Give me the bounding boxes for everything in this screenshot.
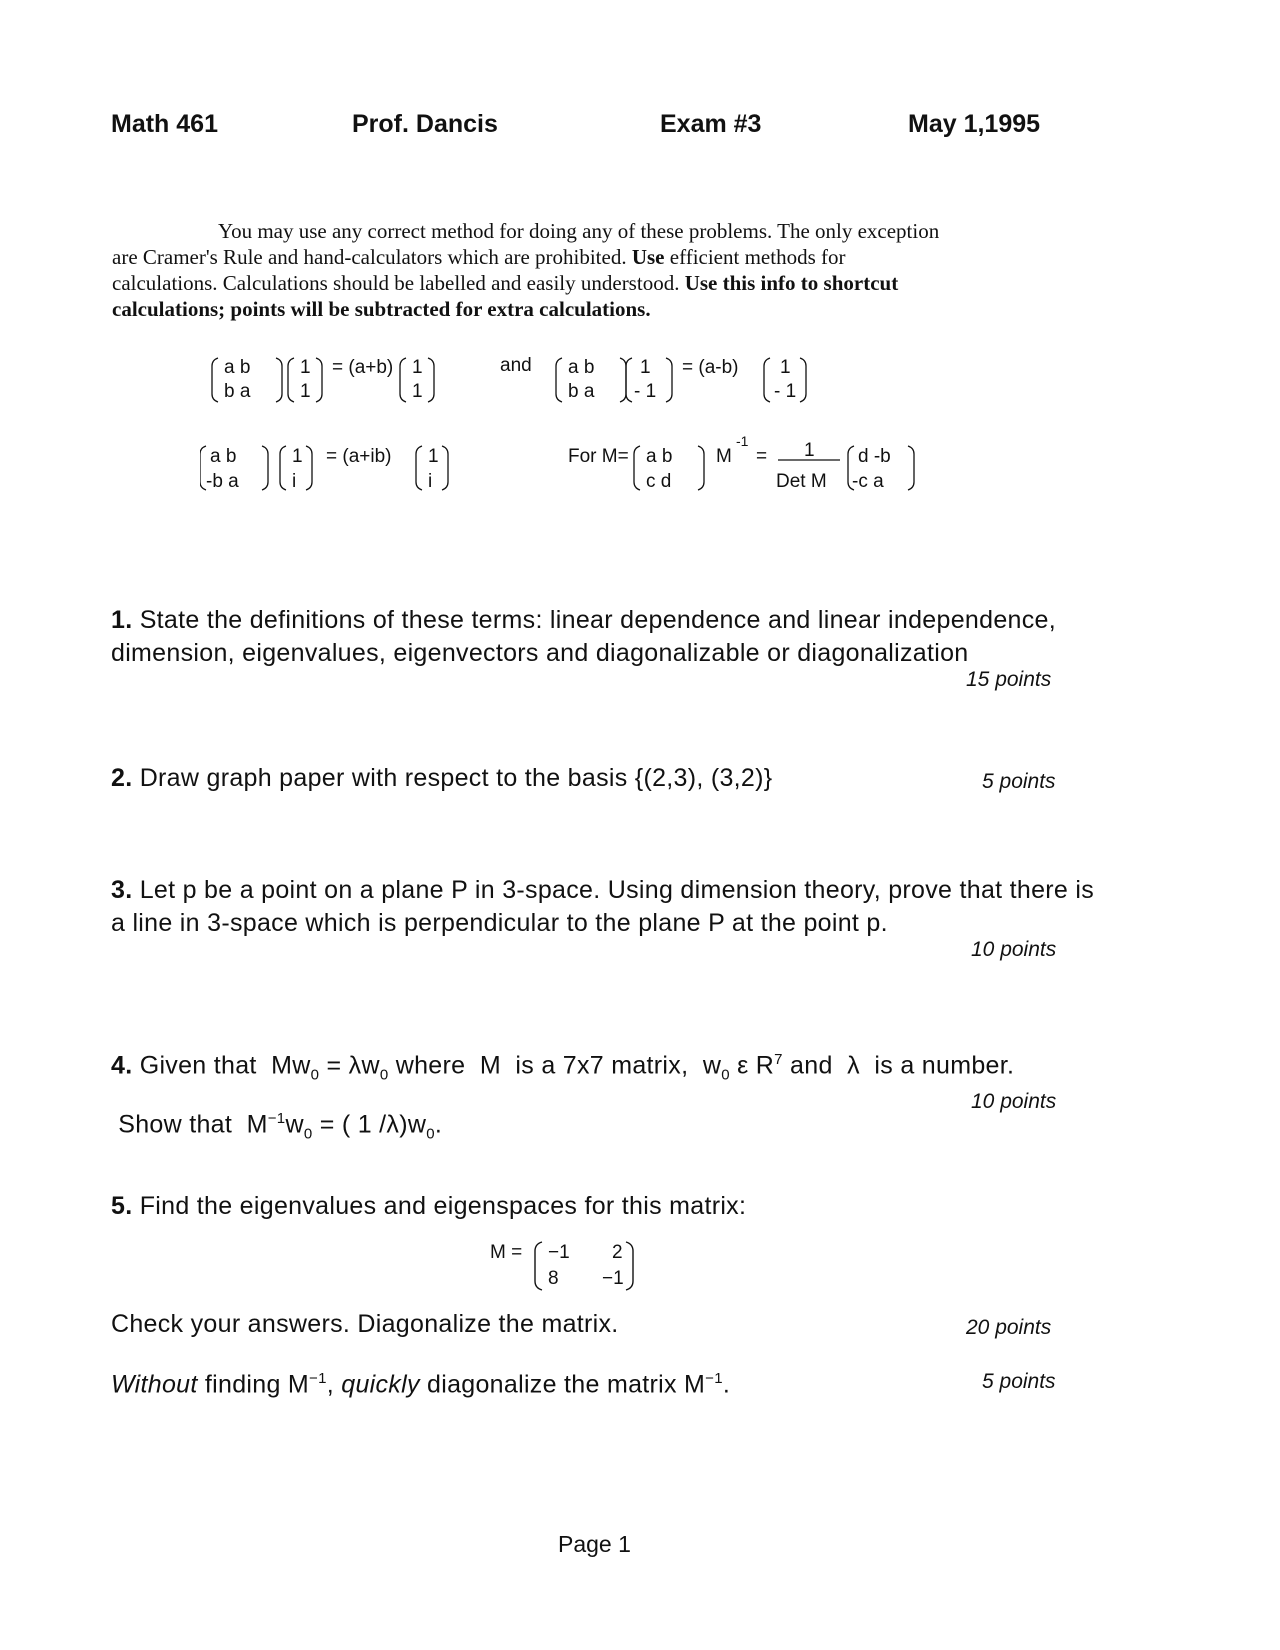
svg-text:b a: b a — [224, 381, 251, 402]
svg-text:i: i — [292, 471, 297, 492]
svg-text:-1: -1 — [736, 433, 749, 449]
svg-text:Det M: Det M — [776, 471, 827, 492]
svg-text:d -b: d -b — [858, 446, 891, 467]
problem-5-without-points: 5 points — [982, 1370, 1056, 1393]
instructions-paragraph — [112, 218, 1097, 322]
matrix-cell-d: −1 — [602, 1268, 624, 1289]
svg-text:i: i — [428, 471, 433, 492]
svg-text:1: 1 — [300, 381, 311, 402]
svg-text:a b: a b — [568, 357, 595, 378]
problem-1-points: 15 points — [966, 668, 1052, 691]
problem-4-points: 10 points — [971, 1090, 1057, 1113]
svg-text:1: 1 — [412, 357, 423, 378]
matrix-label: M = — [490, 1242, 523, 1263]
svg-text:= (a-b): = (a-b) — [682, 357, 739, 378]
instructions-line-4: calculations; points will be subtracted for extra calculations. — [112, 297, 651, 321]
svg-text:c d: c d — [646, 471, 672, 492]
exam-number: Exam #3 — [660, 110, 762, 138]
svg-text:a b: a b — [646, 446, 673, 467]
svg-text:a b: a b — [224, 357, 251, 378]
svg-text:1: 1 — [292, 446, 303, 467]
professor-name: Prof. Dancis — [352, 110, 498, 138]
formula-complex-eigenvector — [200, 446, 448, 492]
problem-5-matrix — [484, 1234, 674, 1298]
matrix-cell-a: −1 — [548, 1242, 570, 1263]
svg-text:1: 1 — [300, 357, 311, 378]
svg-text:= (a+ib): = (a+ib) — [326, 446, 392, 467]
matrix-cell-c: 8 — [548, 1268, 559, 1289]
problem-3: 3. Let p be a point on a plane P in 3-space. Using dimension theory, prove that there is a line in 3-space which is perpendicular to the plane P at the point p. — [111, 876, 1095, 937]
page-number: Page 1 — [558, 1531, 631, 1557]
course-title: Math 461 — [111, 110, 218, 138]
svg-text:1: 1 — [804, 440, 815, 461]
problem-4: 4. Given that $Mw_0 = \lambda w_0$ where M is a 7x7 matrix, $w_0$ ε $R^7$ and λ is a number. Show that $M^{-1}w_0$ = ( 1 $/\lambda)w_0$. — [111, 1051, 1015, 1143]
instructions-line-1: You may use any correct method for doing any of these problems. The only exception — [218, 219, 940, 243]
problem-3-points: 10 points — [971, 938, 1057, 961]
formula-and: and — [500, 355, 532, 376]
svg-text:-c a: -c a — [852, 471, 884, 492]
svg-text:1: 1 — [780, 357, 791, 378]
svg-text:=: = — [756, 446, 768, 467]
formula-difference-eigenvector — [556, 357, 806, 402]
exam-date: May 1,1995 — [908, 110, 1041, 138]
svg-text:M: M — [716, 446, 732, 467]
svg-text:= (a+b): = (a+b) — [332, 357, 394, 378]
problem-5: 5. Find the eigenvalues and eigenspaces for this matrix: — [111, 1192, 747, 1220]
svg-text:a b: a b — [210, 446, 237, 467]
svg-text:1: 1 — [640, 357, 651, 378]
problem-5-check: Check your answers. Diagonalize the matrix. — [111, 1310, 619, 1338]
problem-2-points: 5 points — [982, 770, 1056, 793]
formula-sum-eigenvector — [212, 357, 434, 402]
instructions-line-3: calculations. Calculations should be labelled and easily understood. Use this info to shortcut — [112, 271, 899, 295]
instructions-line-2: are Cramer's Rule and hand-calculators which are prohibited. Use efficient methods for — [112, 245, 846, 269]
formula-hints — [200, 350, 960, 530]
matrix-cell-b: 2 — [612, 1242, 623, 1263]
svg-text:For M=: For M= — [568, 446, 629, 467]
problem-2: 2. Draw graph paper with respect to the basis {(2,3), (3,2)} — [111, 764, 773, 792]
svg-text:-b a: -b a — [206, 471, 239, 492]
svg-text:1: 1 — [412, 381, 423, 402]
svg-text:- 1: - 1 — [634, 381, 657, 402]
problem-5-without: Without finding $M^{-1}$, quickly diagonalize the matrix $M^{-1}$. — [111, 1370, 731, 1399]
problem-5-check-points: 20 points — [966, 1316, 1052, 1339]
svg-text:- 1: - 1 — [774, 381, 797, 402]
svg-text:b a: b a — [568, 381, 595, 402]
formula-inverse-2x2 — [568, 433, 914, 492]
problem-1: 1. State the definitions of these terms: linear dependence and linear independence, dimension, eigenvalues, eigenvectors and diagonalizable or diagonalization — [111, 606, 1056, 667]
svg-text:1: 1 — [428, 446, 439, 467]
